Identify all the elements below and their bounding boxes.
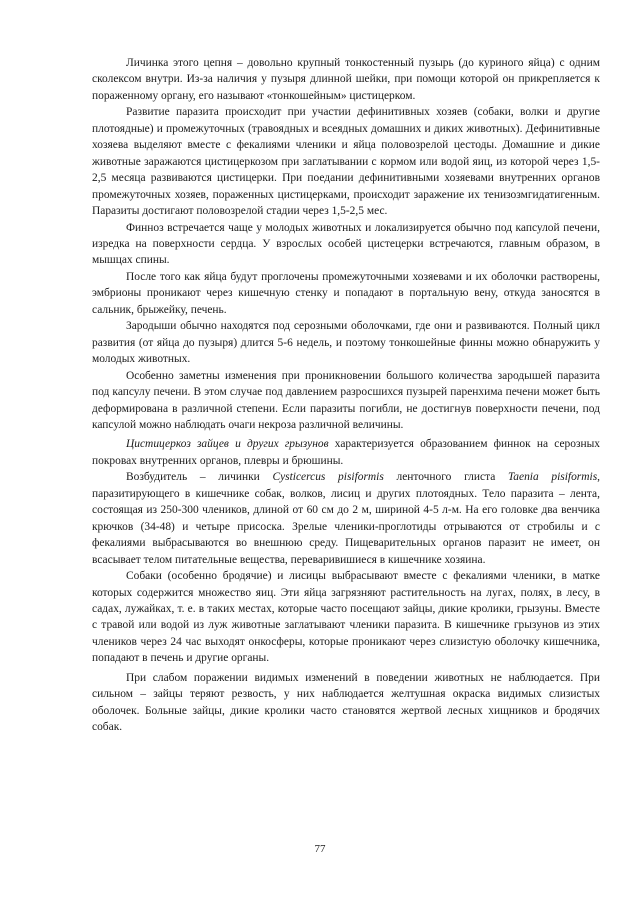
italic-text: Цистицеркоз зайцев и других грызунов bbox=[126, 438, 329, 451]
italic-text: Cysticercus pisiformis bbox=[272, 471, 384, 484]
paragraph-8 bbox=[92, 469, 600, 568]
paragraph-7 bbox=[92, 436, 600, 469]
text-run: Развитие паразита происходит при участии дефинитивных хозяев (собаки, волки и другие плотоядные) и промежуточных (травоядных и всеядных домашних и диких животных). Дефинитивные хозяева выделяют вместе с фекалиями членики и яйца половозрелой цестоды. Домашние и дикие животные заражаются цистицеркозом при заглатывании с кормом или водой яиц, из которой через 1,5-2,5 месяца развиваются цистицерки. При поедании дефинитивными хозяевами внутренних органов промежуточных хозяев, пораженных цистицерками, происходит заражение их тенизозмгидатигенным. Паразиты достигают половозрелой стадии через 1,5-2,5 мес. bbox=[92, 106, 600, 218]
paragraph-9 bbox=[92, 568, 600, 667]
text-run: характеризуется образованием финнок на серозных покровах внутренних органов, плевры и брюшины. bbox=[92, 438, 601, 467]
text-run: , паразитирующего в кишечнике собак, волков, лисиц и других плотоядных. Тело паразита – лента, состоящая из 250-300 члеников, длиной от 60 см до 2 м, шириной 4-5 л-м. На его головке два венчика крючков (34-48) и четыре присоска. Зрелые членики-проглотиды отрываются от стробилы и с фекалиями выбрасываются во внешнюю среду. Пищеварительных органов паразит не имеет, он всасывает телом питательные вещества, переваривишиеся в кишечнике хозяина. bbox=[92, 471, 601, 566]
text-run: Возбудитель – личинки bbox=[126, 471, 273, 484]
text-run: Особенно заметны изменения при проникновении большого количества зародышей паразита под капсулу печени. В этом случае под давлением разросшихся пузырей паренхима печени может быть деформирована в различной степени. Если паразиты погибли, не достигнув поверхности печени, под капсулой можно наблюдать очаги некроза различной величины. bbox=[92, 369, 600, 431]
text-run: При слабом поражении видимых изменений в поведении животных не наблюдается. При сильном – зайцы теряют резвость, у них наблюдается желтушная окраска видимых слизистых оболочек. Больные зайцы, дикие кролики часто становятся жертвой лесных хищников и бродячих собак. bbox=[92, 671, 600, 734]
paragraph-3 bbox=[92, 220, 600, 269]
italic-text: Taenia pisiformis bbox=[507, 471, 598, 484]
paragraph-5 bbox=[92, 318, 600, 367]
body-text bbox=[92, 55, 600, 736]
text-run: После того как яйца будут проглочены промежуточными хозяевами и их оболочки растворены, эмбрионы проникают через кишечную стенку и попадают в портальную вену, откуда заносятся в сальник, брыжейку, печень. bbox=[92, 270, 600, 316]
page-number: 77 bbox=[314, 843, 326, 855]
paragraph-2 bbox=[92, 104, 600, 219]
paragraph-6 bbox=[92, 368, 600, 434]
paragraph-4 bbox=[92, 269, 600, 318]
text-run: Зародыши обычно находятся под серозными оболочками, где они и развиваются. Полный цикл развития (от яйца до пузыря) длится 5-6 недель, и поэтому тонкошейные финны можно обнаружить у молодых животных. bbox=[92, 320, 600, 366]
paragraph-1 bbox=[92, 55, 600, 104]
text-run: Личинка этого цепня – довольно крупный тонкостенный пузырь (до куриного яйца) с одним сколексом внутри. Из-за наличия у пузыря длинной шейки, при помощи которой он прикрепляется к пораженному органу, его называют «тонкошейным» цистицерком. bbox=[92, 57, 600, 102]
text-run: ленточного глиста bbox=[383, 471, 508, 484]
text-run: Финноз встречается чаще у молодых животных и локализируется обычно под капсулой печени, изредка на поверхности сердца. У взрослых особей цистецерки встречаются, главным образом, в мышцах спины. bbox=[92, 221, 600, 267]
paragraph-10 bbox=[92, 670, 600, 736]
text-run: Собаки (особенно бродячие) и лисицы выбрасывают вместе с фекалиями членики, в матке которых содержится множество яиц. Эти яйца загрязняют растительность на лугах, полях, в лесу, в садах, лужайках, т. е. в таких местах, которые часто посещают зайцы, дикие кролики, грызуны. Вместе с травой или водой из луж животные заглатывают членики паразита. В кишечнике грызунов из этих члеников через 24 час выходят онкосферы, которые проникают через слизистую оболочку кишечника, попадают в печень и другие органы. bbox=[92, 570, 600, 665]
